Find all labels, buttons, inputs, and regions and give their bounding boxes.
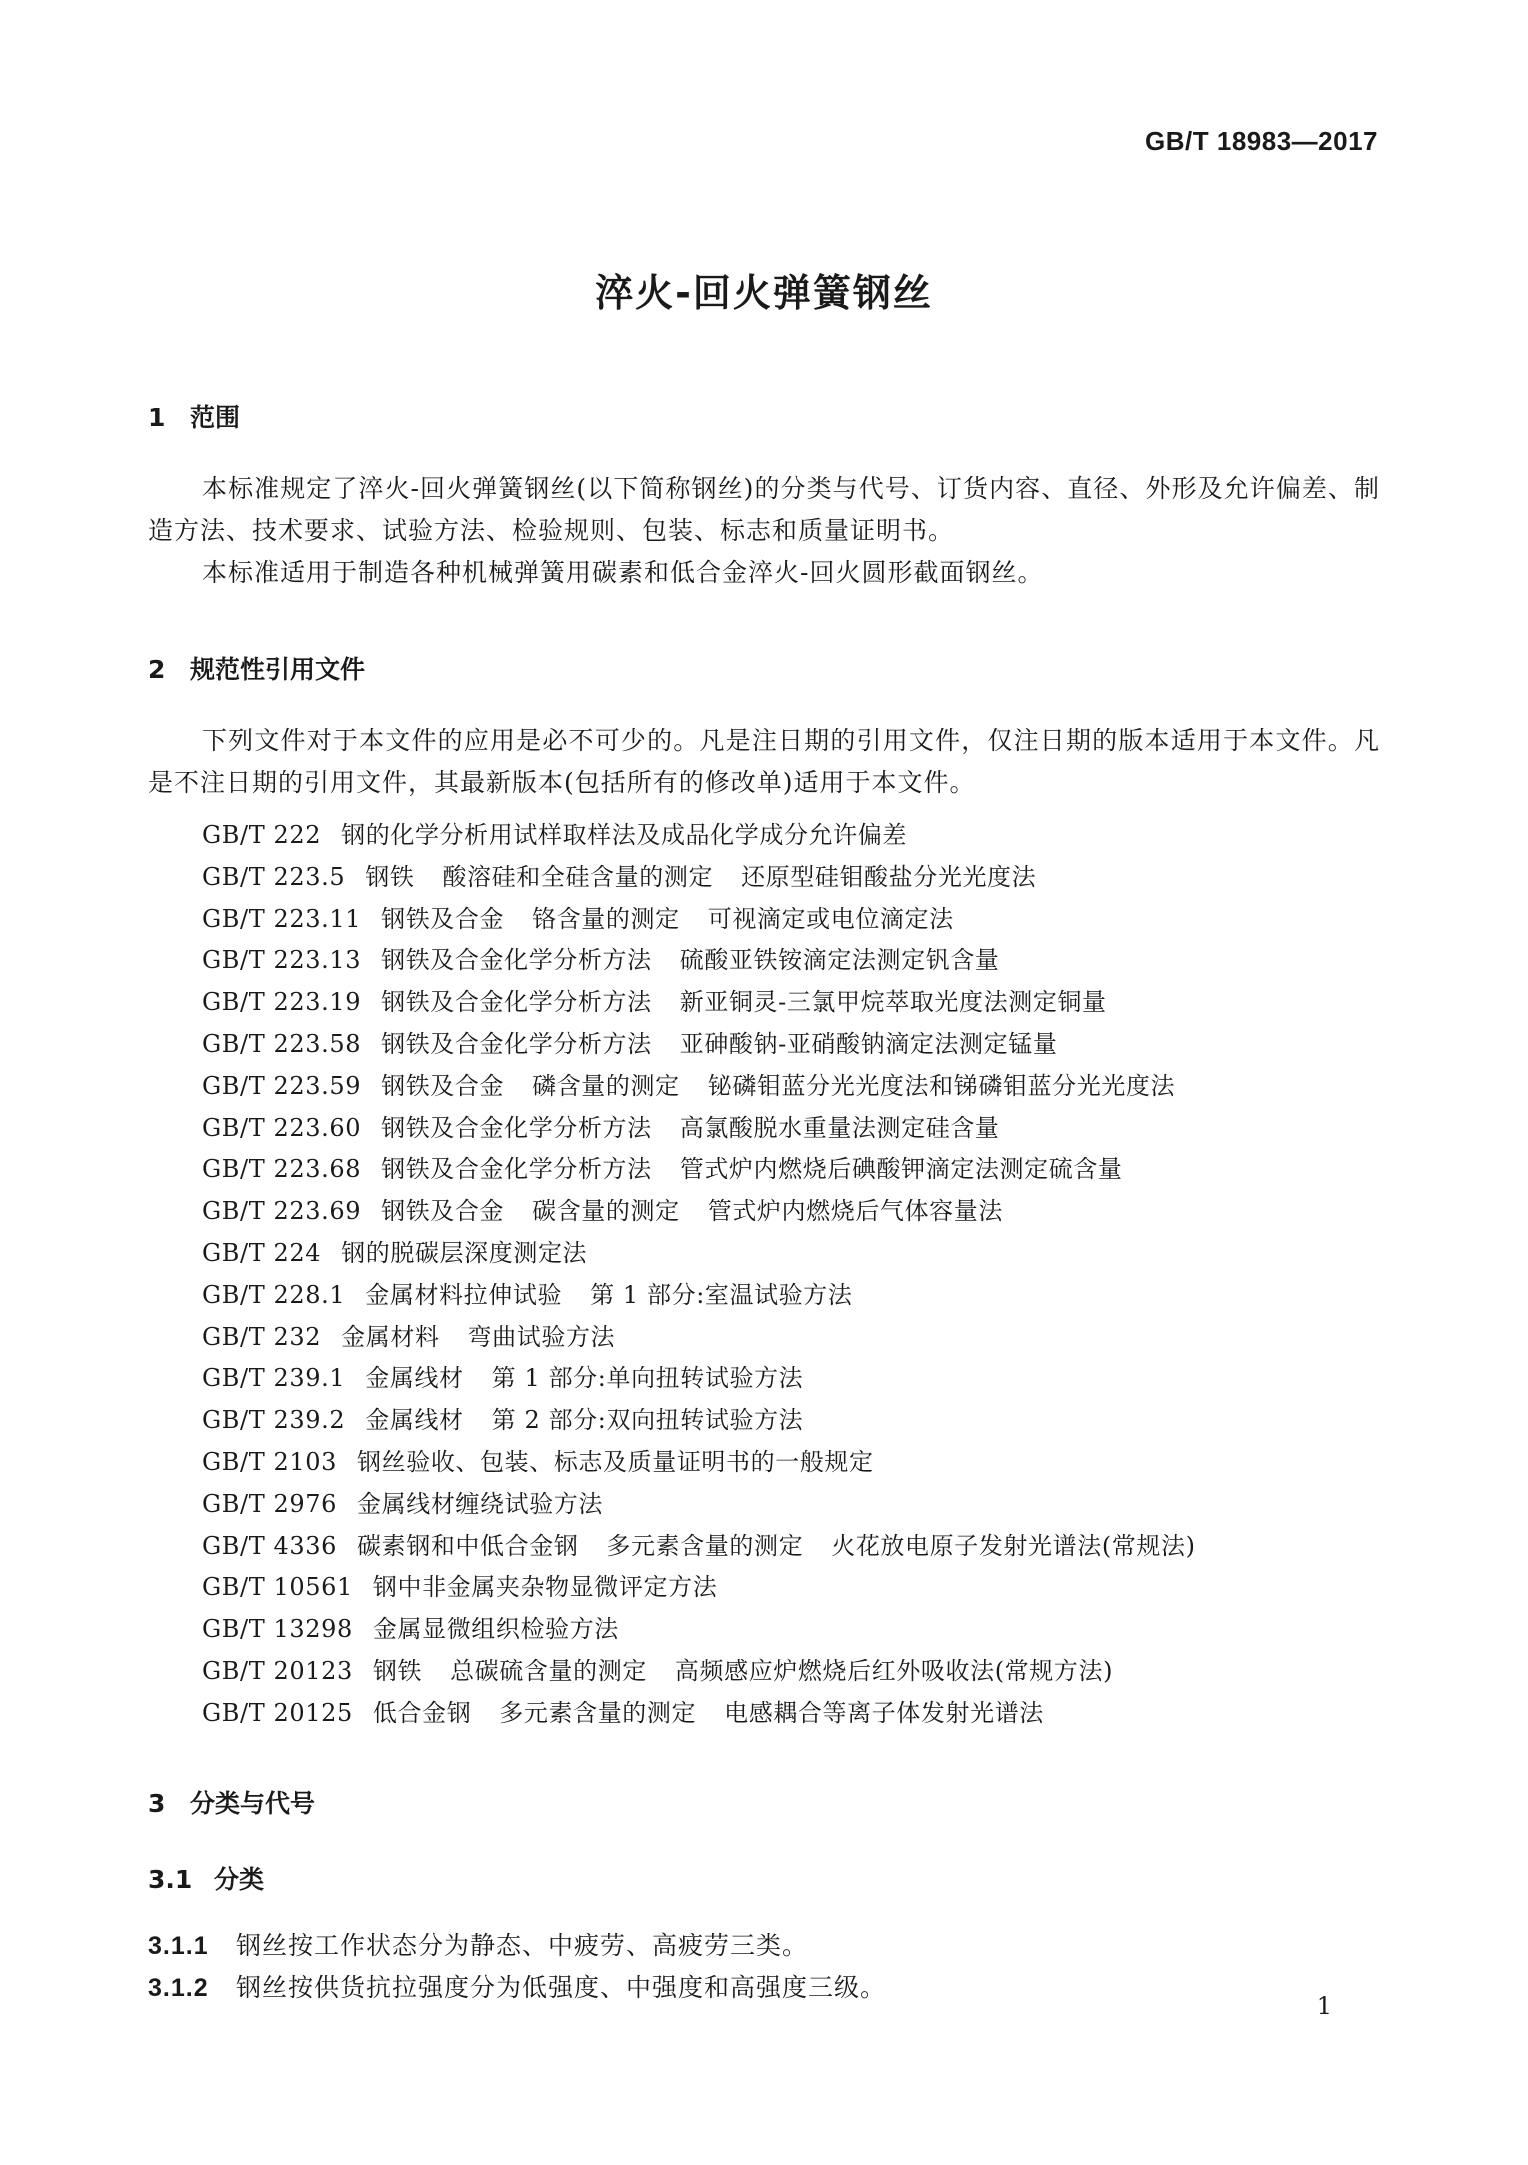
reference-code: GB/T 223.59 <box>202 1071 362 1100</box>
reference-code: GB/T 239.1 <box>202 1364 346 1393</box>
section-1-heading <box>148 398 240 434</box>
reference-item <box>202 857 1224 899</box>
reference-code: GB/T 223.13 <box>202 946 362 975</box>
reference-title-part: 钢的化学分析用试样取样法及成品化学成分允许偏差 <box>341 821 907 849</box>
reference-code: GB/T 223.5 <box>202 862 346 891</box>
reference-code: GB/T 20125 <box>202 1698 353 1727</box>
reference-item <box>202 1609 1224 1651</box>
reference-title-part: 钢铁及合金 <box>381 1071 505 1100</box>
reference-item <box>202 1484 1224 1526</box>
section-title: 分类与代号 <box>190 1789 316 1818</box>
reference-code: GB/T 223.11 <box>202 904 362 933</box>
reference-title-part: 钢铁 <box>372 1656 423 1685</box>
reference-code: GB/T 223.60 <box>202 1113 362 1142</box>
page-number: 1 <box>1316 1992 1332 2020</box>
clause-3-1-2 <box>148 1968 886 2004</box>
reference-item <box>202 899 1224 941</box>
reference-title-part: 硫酸亚铁铵滴定法测定钒含量 <box>679 946 1000 975</box>
section-2-heading <box>148 650 365 686</box>
reference-title-part: 碳素钢和中低合金钢 <box>357 1531 579 1560</box>
section-number: 3 <box>148 1789 166 1818</box>
reference-code: GB/T 239.2 <box>202 1406 346 1435</box>
reference-title-part: 第 2 部分:双向扭转试验方法 <box>491 1406 804 1435</box>
subsection-number: 3.1 <box>148 1865 193 1894</box>
reference-title-part: 第 1 部分:室温试验方法 <box>590 1280 853 1309</box>
reference-code: GB/T 224 <box>202 1238 322 1267</box>
scope-paragraph-1: 本标准规定了淬火-回火弹簧钢丝(以下简称钢丝)的分类与代号、订货内容、直径、外形及允许偏差、制造方法、技术要求、试验方法、检验规则、包装、标志和质量证明书。 <box>148 474 1380 545</box>
reference-item <box>202 940 1224 982</box>
reference-title-part: 碳含量的测定 <box>532 1197 680 1226</box>
reference-code: GB/T 2976 <box>202 1489 338 1518</box>
reference-title-part: 金属材料 <box>341 1322 440 1351</box>
reference-title-part: 火花放电原子发射光谱法(常规法) <box>831 1531 1196 1560</box>
reference-item <box>202 1233 1224 1275</box>
reference-title-part: 可视滴定或电位滴定法 <box>707 904 954 933</box>
reference-item <box>202 1567 1224 1609</box>
reference-title-part: 金属材料拉伸试验 <box>365 1280 563 1309</box>
reference-title-part: 亚砷酸钠-亚硝酸钠滴定法测定锰量 <box>679 1029 1058 1058</box>
clause-number: 3.1.1 <box>148 1932 209 1960</box>
reference-item <box>202 1024 1224 1066</box>
reference-item <box>202 1066 1224 1108</box>
standard-number: GB/T 18983—2017 <box>1145 126 1378 156</box>
references-intro: 下列文件对于本文件的应用是必不可少的。凡是注日期的引用文件，仅注日期的版本适用于本文件。凡是不注日期的引用文件，其最新版本(包括所有的修改单)适用于本文件。 <box>148 726 1380 797</box>
reference-item <box>202 982 1224 1024</box>
section-title: 范围 <box>190 403 241 432</box>
reference-title-part: 多元素含量的测定 <box>606 1531 804 1560</box>
reference-title-part: 弯曲试验方法 <box>467 1322 616 1351</box>
reference-title-part: 铋磷钼蓝分光光度法和锑磷钼蓝分光光度法 <box>707 1071 1176 1100</box>
reference-title-part: 金属显微组织检验方法 <box>372 1615 619 1644</box>
reference-code: GB/T 13298 <box>202 1615 353 1644</box>
reference-title-part: 第 1 部分:单向扭转试验方法 <box>491 1364 804 1393</box>
reference-item <box>202 1442 1224 1484</box>
section-title: 规范性引用文件 <box>190 655 366 684</box>
reference-title-part: 钢铁及合金化学分析方法 <box>381 1029 652 1058</box>
reference-item <box>202 815 1224 857</box>
reference-title-part: 新亚铜灵-三氯甲烷萃取光度法测定铜量 <box>679 988 1107 1017</box>
reference-item <box>202 1108 1224 1150</box>
reference-title-part: 高频感应炉燃烧后红外吸收法(常规方法) <box>674 1656 1114 1685</box>
reference-title-part: 钢铁及合金化学分析方法 <box>381 988 652 1017</box>
subsection-title: 分类 <box>214 1865 265 1894</box>
reference-code: GB/T 2103 <box>202 1447 338 1476</box>
reference-code: GB/T 222 <box>202 821 322 849</box>
reference-title-part: 总碳硫含量的测定 <box>450 1656 647 1685</box>
reference-title-part: 钢铁及合金 <box>381 1197 505 1226</box>
scope-paragraph-2: 本标准适用于制造各种机械弹簧用碳素和低合金淬火-回火圆形截面钢丝。 <box>202 558 1044 587</box>
reference-code: GB/T 228.1 <box>202 1280 346 1309</box>
reference-title-part: 钢中非金属夹杂物显微评定方法 <box>372 1573 718 1602</box>
subsection-3-1-heading <box>148 1860 264 1896</box>
document-title: 淬火-回火弹簧钢丝 <box>595 271 933 315</box>
reference-title-part: 金属线材 <box>365 1406 464 1435</box>
reference-title-part: 酸溶硅和全硅含量的测定 <box>442 862 714 891</box>
reference-code: GB/T 223.58 <box>202 1029 362 1058</box>
reference-title-part: 低合金钢 <box>372 1698 472 1727</box>
reference-code: GB/T 223.19 <box>202 988 362 1017</box>
clause-number: 3.1.2 <box>148 1974 209 2002</box>
reference-title-part: 磷含量的测定 <box>532 1071 680 1100</box>
clause-text: 钢丝按工作状态分为静态、中疲劳、高疲劳三类。 <box>236 1931 809 1960</box>
reference-title-part: 金属线材 <box>365 1364 464 1393</box>
reference-item <box>202 1651 1224 1693</box>
reference-item <box>202 1526 1224 1568</box>
section-number: 1 <box>148 403 166 432</box>
reference-title-part: 多元素含量的测定 <box>499 1698 697 1727</box>
reference-item <box>202 1149 1224 1191</box>
reference-title-part: 钢铁及合金化学分析方法 <box>381 946 652 975</box>
reference-code: GB/T 20123 <box>202 1656 353 1685</box>
reference-code: GB/T 223.68 <box>202 1155 362 1184</box>
reference-item <box>202 1191 1224 1233</box>
reference-title-part: 钢铁及合金化学分析方法 <box>381 1113 652 1142</box>
reference-title-part: 高氯酸脱水重量法测定硅含量 <box>679 1113 1000 1142</box>
reference-title-part: 铬含量的测定 <box>532 904 680 933</box>
reference-item <box>202 1693 1224 1735</box>
reference-title-part: 还原型硅钼酸盐分光光度法 <box>741 862 1037 891</box>
section-number: 2 <box>148 655 166 684</box>
reference-code: GB/T 232 <box>202 1322 322 1351</box>
reference-item <box>202 1275 1224 1317</box>
reference-title-part: 钢铁 <box>365 862 415 891</box>
section-3-heading <box>148 1784 315 1820</box>
reference-item <box>202 1317 1224 1359</box>
clause-text: 钢丝按供货抗拉强度分为低强度、中强度和高强度三级。 <box>236 1973 887 2002</box>
reference-title-part: 金属线材缠绕试验方法 <box>357 1489 604 1518</box>
reference-item <box>202 1400 1224 1442</box>
clause-3-1-1 <box>148 1926 808 1962</box>
reference-code: GB/T 4336 <box>202 1531 338 1560</box>
reference-title-part: 电感耦合等离子体发射光谱法 <box>724 1698 1044 1727</box>
reference-title-part: 管式炉内燃烧后气体容量法 <box>707 1197 1003 1226</box>
reference-item <box>202 1358 1224 1400</box>
reference-title-part: 钢丝验收、包装、标志及质量证明书的一般规定 <box>357 1447 874 1476</box>
reference-code: GB/T 10561 <box>202 1573 353 1602</box>
reference-title-part: 钢铁及合金 <box>381 904 505 933</box>
reference-list <box>202 815 1224 1735</box>
reference-title-part: 钢的脱碳层深度测定法 <box>341 1238 588 1267</box>
reference-code: GB/T 223.69 <box>202 1197 362 1226</box>
reference-title-part: 钢铁及合金化学分析方法 <box>381 1155 652 1184</box>
reference-title-part: 管式炉内燃烧后碘酸钾滴定法测定硫含量 <box>679 1155 1123 1184</box>
